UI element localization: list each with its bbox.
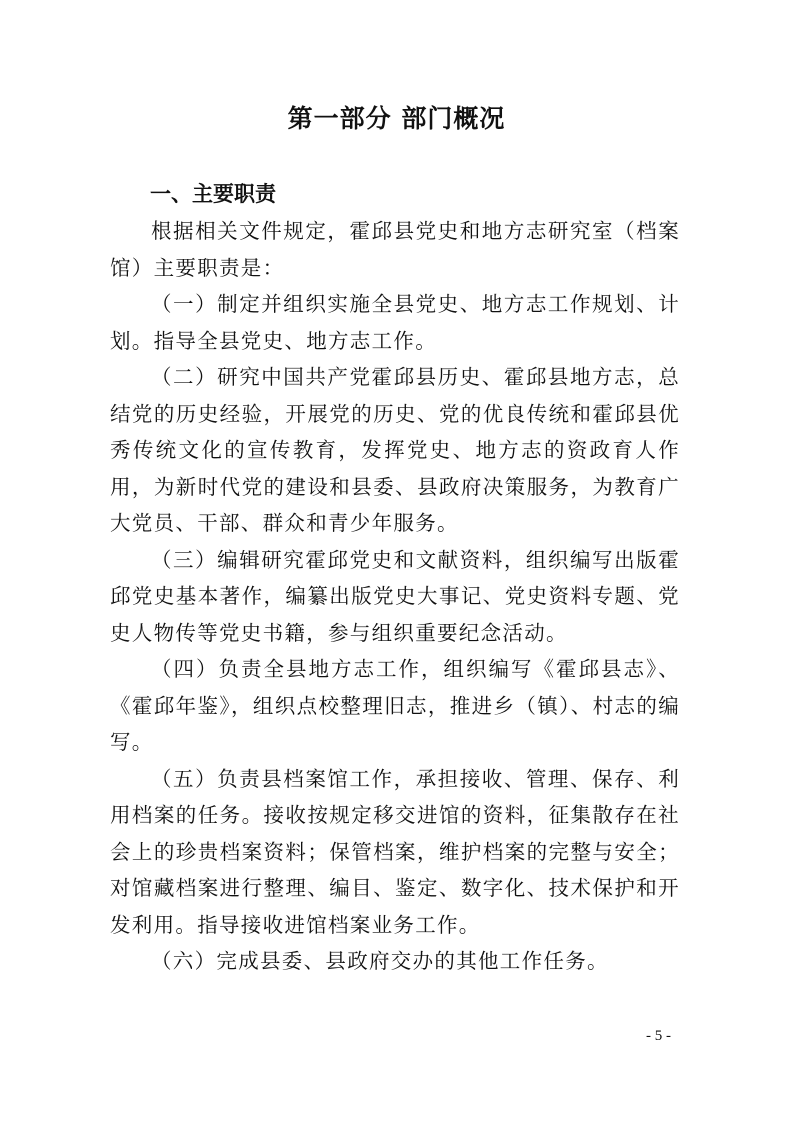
paragraph-intro: 根据相关文件规定，霍邱县党史和地方志研究室（档案馆）主要职责是： bbox=[110, 219, 680, 280]
section-heading: 一、主要职责 bbox=[150, 182, 276, 206]
paragraph-duty-3: （三）编辑研究霍邱党史和文献资料，组织编写出版霍邱党史基本著作，编纂出版党史大事记、党史资料专题、党史人物传等党史书籍，参与组织重要纪念活动。 bbox=[110, 547, 680, 645]
page-number: - 5 - bbox=[646, 1028, 671, 1044]
page-title: 第一部分 部门概况 bbox=[287, 104, 506, 133]
body-text bbox=[110, 213, 680, 980]
paragraph-duty-2: （二）研究中国共产党霍邱县历史、霍邱县地方志，总结党的历史经验，开展党的历史、党的优良传统和霍邱县优秀传统文化的宣传教育，发挥党史、地方志的资政育人作用，为新时代党的建设和县委、县政府决策服务，为教育广大党员、干部、群众和青少年服务。 bbox=[110, 365, 680, 535]
paragraph-duty-6: （六）完成县委、县政府交办的其他工作任务。 bbox=[151, 949, 609, 973]
paragraph-duty-1: （一）制定并组织实施全县党史、地方志工作规划、计划。指导全县党史、地方志工作。 bbox=[110, 292, 680, 353]
paragraph-duty-5: （五）负责县档案馆工作，承担接收、管理、保存、利用档案的任务。接收按规定移交进馆的资料，征集散存在社会上的珍贵档案资料；保管档案，维护档案的完整与安全；对馆藏档案进行整理、编目、鉴定、数字化、技术保护和开发利用。指导接收进馆档案业务工作。 bbox=[110, 766, 680, 937]
paragraph-duty-4: （四）负责全县地方志工作，组织编写《霍邱县志》、《霍邱年鉴》，组织点校整理旧志，推进乡（镇）、村志的编写。 bbox=[110, 657, 680, 754]
